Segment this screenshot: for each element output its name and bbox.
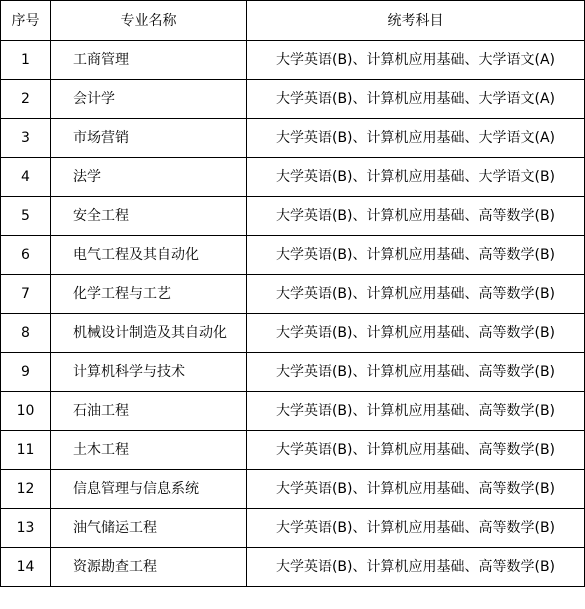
row-subjects-cell: 大学英语(B)、计算机应用基础、高等数学(B) bbox=[247, 509, 585, 548]
table-row bbox=[1, 80, 585, 119]
row-major-cell: 机械设计制造及其自动化 bbox=[51, 314, 247, 353]
row-no-cell: 1 bbox=[1, 41, 51, 80]
row-no-cell: 4 bbox=[1, 158, 51, 197]
table-row bbox=[1, 158, 585, 197]
row-subjects-cell: 大学英语(B)、计算机应用基础、高等数学(B) bbox=[247, 197, 585, 236]
row-no-cell: 9 bbox=[1, 353, 51, 392]
header-subjects: 统考科目 bbox=[247, 1, 585, 41]
row-subjects-cell: 大学英语(B)、计算机应用基础、大学语文(B) bbox=[247, 158, 585, 197]
row-no-cell: 14 bbox=[1, 548, 51, 587]
row-no-cell: 7 bbox=[1, 275, 51, 314]
row-major-cell: 石油工程 bbox=[51, 392, 247, 431]
row-major-cell: 资源勘查工程 bbox=[51, 548, 247, 587]
table-row bbox=[1, 314, 585, 353]
row-major-cell: 计算机科学与技术 bbox=[51, 353, 247, 392]
table-row bbox=[1, 470, 585, 509]
row-subjects-cell: 大学英语(B)、计算机应用基础、大学语文(A) bbox=[247, 119, 585, 158]
row-major-cell: 信息管理与信息系统 bbox=[51, 470, 247, 509]
row-subjects-cell: 大学英语(B)、计算机应用基础、高等数学(B) bbox=[247, 314, 585, 353]
table-row bbox=[1, 548, 585, 587]
table-row bbox=[1, 119, 585, 158]
row-subjects-cell: 大学英语(B)、计算机应用基础、大学语文(A) bbox=[247, 41, 585, 80]
table-row bbox=[1, 353, 585, 392]
table-row bbox=[1, 509, 585, 548]
table-row bbox=[1, 275, 585, 314]
row-subjects-cell: 大学英语(B)、计算机应用基础、大学语文(A) bbox=[247, 80, 585, 119]
row-subjects-cell: 大学英语(B)、计算机应用基础、高等数学(B) bbox=[247, 548, 585, 587]
table-row bbox=[1, 236, 585, 275]
header-no: 序号 bbox=[1, 1, 51, 41]
row-major-cell: 化学工程与工艺 bbox=[51, 275, 247, 314]
row-subjects-cell: 大学英语(B)、计算机应用基础、高等数学(B) bbox=[247, 353, 585, 392]
row-no-cell: 10 bbox=[1, 392, 51, 431]
row-no-cell: 3 bbox=[1, 119, 51, 158]
row-major-cell: 油气储运工程 bbox=[51, 509, 247, 548]
row-no-cell: 12 bbox=[1, 470, 51, 509]
header-major: 专业名称 bbox=[51, 1, 247, 41]
row-no-cell: 2 bbox=[1, 80, 51, 119]
row-major-cell: 市场营销 bbox=[51, 119, 247, 158]
row-no-cell: 5 bbox=[1, 197, 51, 236]
row-subjects-cell: 大学英语(B)、计算机应用基础、高等数学(B) bbox=[247, 470, 585, 509]
table-row bbox=[1, 392, 585, 431]
table-header bbox=[1, 1, 585, 41]
row-major-cell: 法学 bbox=[51, 158, 247, 197]
table-row bbox=[1, 431, 585, 470]
table-row bbox=[1, 197, 585, 236]
row-major-cell: 会计学 bbox=[51, 80, 247, 119]
header-row bbox=[1, 1, 585, 41]
row-no-cell: 13 bbox=[1, 509, 51, 548]
row-subjects-cell: 大学英语(B)、计算机应用基础、高等数学(B) bbox=[247, 236, 585, 275]
row-major-cell: 工商管理 bbox=[51, 41, 247, 80]
row-no-cell: 6 bbox=[1, 236, 51, 275]
row-major-cell: 电气工程及其自动化 bbox=[51, 236, 247, 275]
row-subjects-cell: 大学英语(B)、计算机应用基础、高等数学(B) bbox=[247, 275, 585, 314]
table-row bbox=[1, 41, 585, 80]
row-no-cell: 8 bbox=[1, 314, 51, 353]
row-major-cell: 安全工程 bbox=[51, 197, 247, 236]
row-major-cell: 土木工程 bbox=[51, 431, 247, 470]
row-subjects-cell: 大学英语(B)、计算机应用基础、高等数学(B) bbox=[247, 431, 585, 470]
table-body bbox=[1, 41, 585, 587]
row-subjects-cell: 大学英语(B)、计算机应用基础、高等数学(B) bbox=[247, 392, 585, 431]
row-no-cell: 11 bbox=[1, 431, 51, 470]
